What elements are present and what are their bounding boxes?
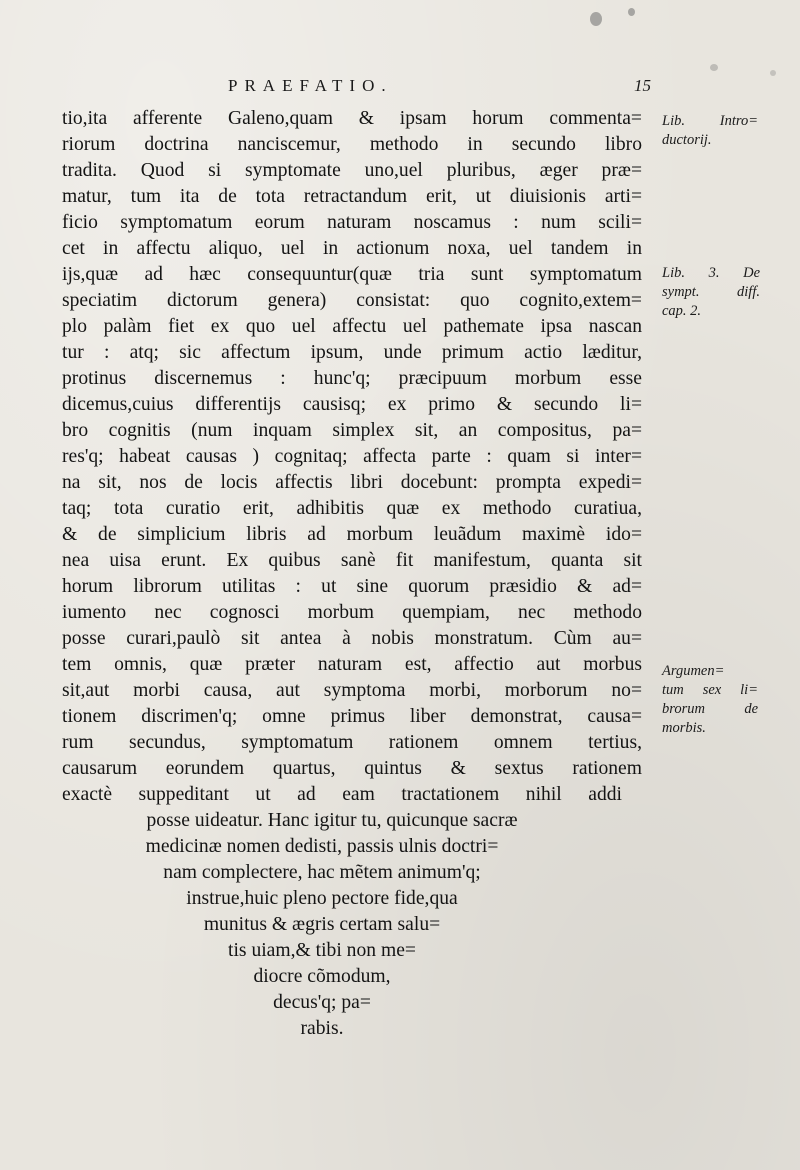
margin-note-argument: [662, 662, 758, 738]
text-line: ficio symptomatum eorum naturam noscamus : num scili=: [62, 212, 642, 233]
text-line: res'q; habeat causas ) cognitaq; affecta parte : quam si inter=: [62, 446, 642, 467]
margin-note-line: Argumen=: [662, 663, 725, 679]
margin-note-line: sympt. diff.: [662, 284, 760, 300]
text-line: dicemus,cuius differentijs causisq; ex primo & secundo li=: [62, 394, 642, 415]
ink-speck: [770, 70, 776, 76]
margin-note-line: cap. 2.: [662, 303, 702, 319]
margin-note-line: brorum de: [662, 701, 758, 717]
text-line: diocre cõmodum,: [253, 966, 391, 987]
margin-note-symptoms: [662, 264, 760, 321]
ink-speck: [590, 12, 602, 26]
text-line: munitus & ægris certam salu=: [203, 914, 441, 935]
text-line: posse uideatur. Hanc igitur tu, quicunque sacræ: [146, 810, 518, 831]
text-line: matur, tum ita de tota retractandum erit, ut diuisionis arti=: [62, 186, 642, 207]
text-line: bro cognitis (num inquam simplex sit, an compositus, pa=: [62, 420, 642, 441]
ink-speck: [710, 64, 718, 71]
margin-note-introductory: [662, 112, 758, 150]
text-line: decus'q; pa=: [273, 992, 371, 1013]
text-line: tis uiam,& tibi non me=: [228, 940, 416, 961]
text-line: rabis.: [300, 1018, 344, 1039]
margin-note-line: ductorij.: [662, 132, 712, 148]
margin-note-line: morbis.: [662, 720, 706, 736]
text-line: exactè suppeditant ut ad eam tractationem nihil addi: [62, 784, 622, 805]
running-title: PRAEFATIO.: [228, 76, 393, 95]
text-line: & de simplicium libris ad morbum leuãdum maximè ido=: [62, 524, 642, 545]
text-line: posse curari,paulò sit antea à nobis monstratum. Cùm au=: [62, 628, 642, 649]
ink-speck: [628, 8, 635, 16]
text-line: tur : atq; sic affectum ipsum, unde primum actio læditur,: [62, 342, 642, 363]
text-line: tionem discrimen'q; omne primus liber demonstrat, causa=: [62, 706, 642, 727]
text-line: iumento nec cognosci morbum quempiam, nec methodo: [62, 602, 642, 623]
margin-note-line: Lib. Intro=: [662, 113, 758, 129]
text-line: ijs,quæ ad hæc consequuntur(quæ tria sunt symptomatum: [62, 264, 642, 285]
text-line: nam complectere, hac mẽtem animum'q;: [163, 862, 481, 883]
text-line: speciatim dictorum genera) consistat: quo cognito,extem=: [62, 290, 642, 311]
text-line: sit,aut morbi causa, aut symptoma morbi, morborum no=: [62, 680, 642, 701]
text-line: na sit, nos de locis affectis libri docebunt: prompta expedi=: [62, 472, 642, 493]
text-line: medicinæ nomen dedisti, passis ulnis doctri=: [145, 836, 499, 857]
text-line: taq; tota curatio erit, adhibitis quæ ex methodo curatiua,: [62, 498, 642, 519]
page-number: 15: [634, 76, 651, 95]
text-line: nea uisa erunt. Ex quibus sanè fit manifestum, quanta sit: [62, 550, 642, 571]
margin-note-line: tum sex li=: [662, 682, 758, 698]
text-line: cet in affectu aliquo, uel in actionum noxa, uel tandem in: [62, 238, 642, 259]
text-line: riorum doctrina nanciscemur, methodo in secundo libro: [62, 134, 642, 155]
margin-note-line: Lib. 3. De: [662, 265, 760, 281]
text-line: tem omnis, quæ præter naturam est, affectio aut morbus: [62, 654, 642, 675]
text-line: tio,ita afferente Galeno,quam & ipsam horum commenta=: [62, 108, 642, 129]
text-line: instrue,huic pleno pectore fide,qua: [186, 888, 458, 909]
text-line: tradita. Quod si symptomate uno,uel pluribus, æger præ=: [62, 160, 642, 181]
text-line: protinus discernemus : hunc'q; præcipuum morbum esse: [62, 368, 642, 389]
text-line: rum secundus, symptomatum rationem omnem tertius,: [62, 732, 642, 753]
text-line: plo palàm fiet ex quo uel affectu uel pathemate ipsa nascan: [62, 316, 642, 337]
text-line: causarum eorundem quartus, quintus & sextus rationem: [62, 758, 642, 779]
body-text: [62, 106, 642, 1042]
text-line: horum librorum utilitas : ut sine quorum præsidio & ad=: [62, 576, 642, 597]
